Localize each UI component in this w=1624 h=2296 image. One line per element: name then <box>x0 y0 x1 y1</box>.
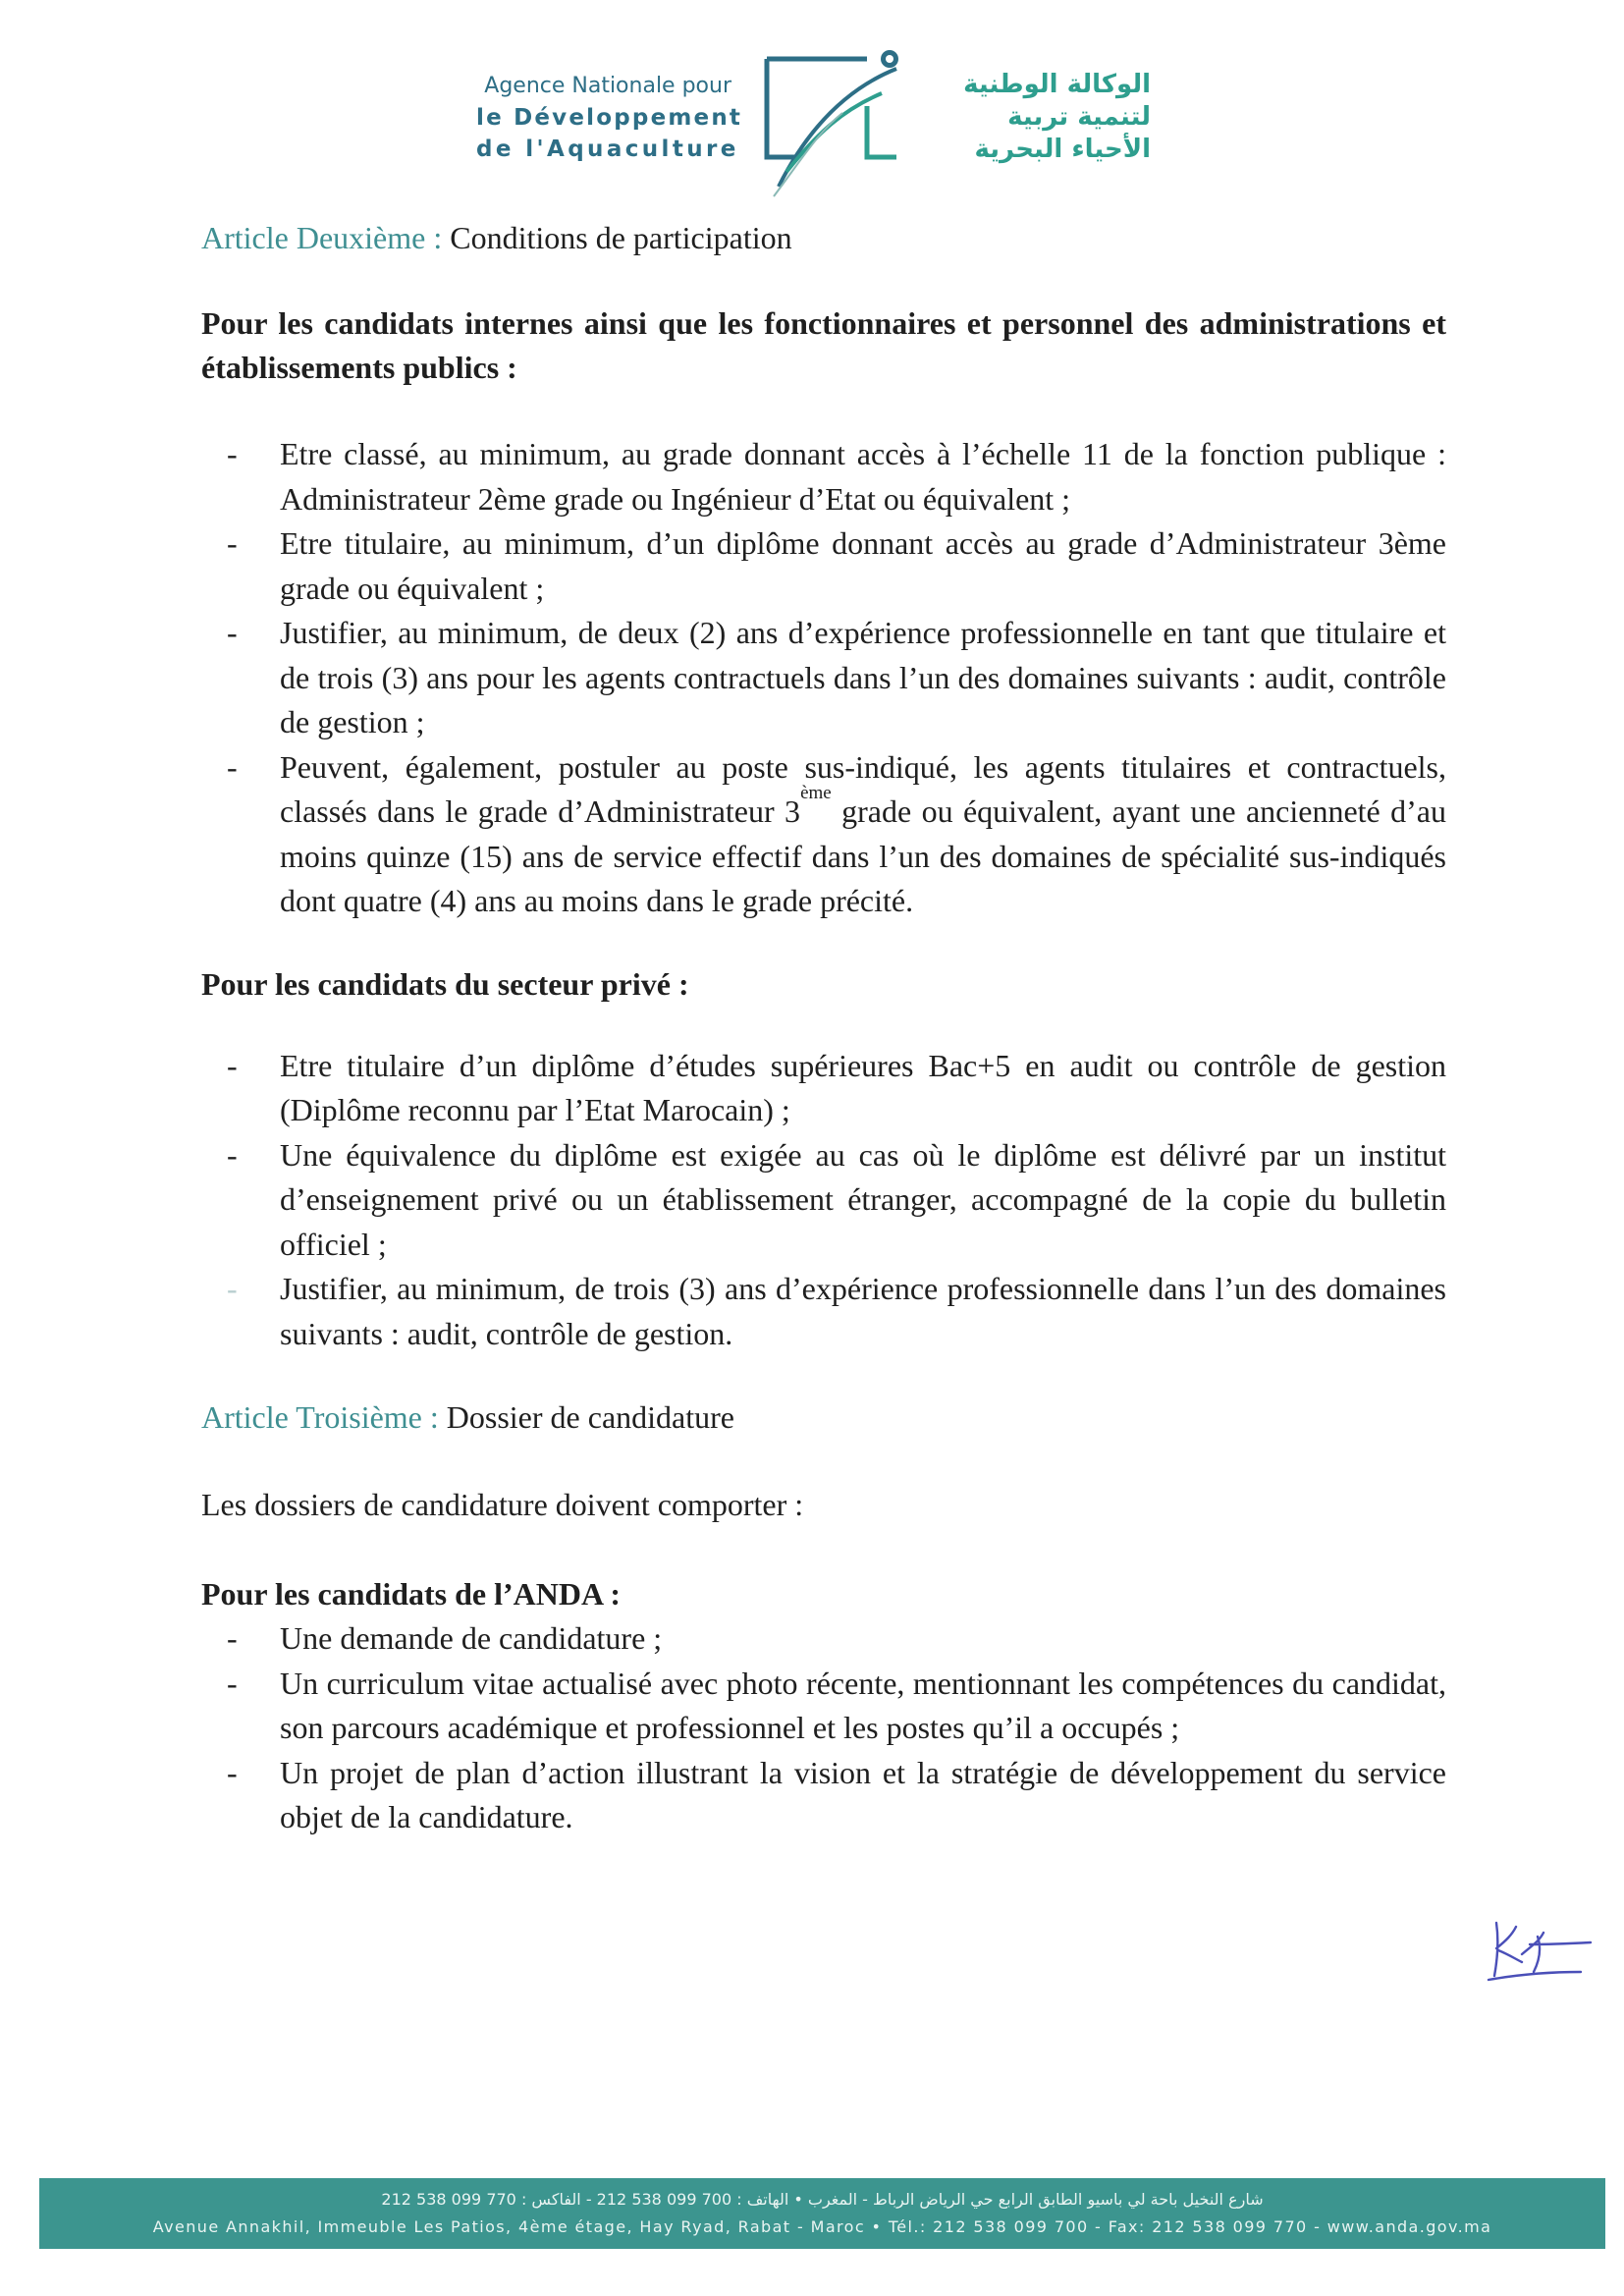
list-item: - Un curriculum vitae actualisé avec photo récente, mentionnant les compétences du candidat, son parcours académique et professionnel et les postes qu’il a occupés ; <box>201 1662 1446 1751</box>
article-3-heading <box>201 1395 1446 1440</box>
document-body <box>201 216 1446 1840</box>
list-item: - Justifier, au minimum, de trois (3) ans d’expérience professionnelle dans l’un des domaines suivants : audit, contrôle de gestion. <box>201 1267 1446 1356</box>
list-item <box>201 745 1446 924</box>
anda-candidates-heading: Pour les candidats de l’ANDA : <box>201 1576 621 1612</box>
private-candidates-heading: Pour les candidats du secteur privé : <box>201 965 689 1002</box>
list-item-text-b: grade ou équivalent, ayant une ancienneté d’au moins quinze (15) ans de service effectif dans l’un des domaines de spécialité sus-indiqués dont quatre (4) ans au moins dans le grade précité. <box>280 793 1447 918</box>
anda-logo <box>476 39 1154 196</box>
logo-text-arabic <box>915 69 1151 166</box>
anda-dossier-list <box>201 1616 1446 1840</box>
list-item: - Justifier, au minimum, de deux (2) ans d’expérience professionnelle en tant que titulaire et de trois (3) ans pour les agents contractuels dans l’un des domaines suivants : audit, contrôle de gestion ; <box>201 611 1446 745</box>
internal-candidates-heading: Pour les candidats internes ainsi que les fonctionnaires et personnel des administrations et établissements publics : <box>201 305 1446 385</box>
footer-arabic-address: شارع النخيل باحة لي باسيو الطابق الرابع حي الرياض الرباط - المغرب • الهاتف : 700 099 538 212 - الفاكس : 770 099 538 212 <box>381 2190 1264 2209</box>
logo-emblem-icon <box>749 39 916 201</box>
dossier-intro: Les dossiers de candidature doivent comporter : <box>201 1487 804 1522</box>
list-item: - Un projet de plan d’action illustrant la vision et la stratégie de développement du service objet de la candidature. <box>201 1751 1446 1840</box>
article-2-title: Conditions de participation <box>442 220 792 255</box>
logo-fr-line-3: de l'Aquaculture <box>476 137 739 162</box>
list-item: - Etre titulaire d’un diplôme d’études supérieures Bac+5 en audit ou contrôle de gestion (Diplôme reconnu par l’Etat Marocain) ; <box>201 1044 1446 1133</box>
footer-address-bar <box>39 2178 1605 2249</box>
article-2-heading <box>201 216 1446 260</box>
handwritten-signature <box>1483 1915 1600 1984</box>
logo-text-french <box>476 71 743 165</box>
article-3-label: Article Troisième : <box>201 1399 439 1435</box>
logo-ar-line-2: لتنمية تربية <box>1007 102 1151 132</box>
footer-french-address: Avenue Annakhil, Immeuble Les Patios, 4ème étage, Hay Ryad, Rabat - Maroc • Tél.: 212 538 099 700 - Fax: 212 538 099 770 - www.anda.gov.ma <box>152 2217 1492 2236</box>
article-2-label: Article Deuxième : <box>201 220 443 255</box>
list-item: - Etre titulaire, au minimum, d’un diplôme donnant accès au grade d’Administrateur 3ème grade ou équivalent ; <box>201 521 1446 611</box>
article-3-title: Dossier de candidature <box>438 1399 734 1435</box>
logo-ar-line-1: الوكالة الوطنية <box>963 70 1151 99</box>
logo-fr-line-1: Agence Nationale pour <box>484 74 731 98</box>
logo-fr-line-2: le Développement <box>476 105 743 131</box>
private-conditions-list <box>201 1044 1446 1357</box>
list-item-text-a: Peuvent, également, postuler au poste sus-indiqué, les agents titulaires et contractuels, classés dans le grade d’Administrateur 3 <box>280 748 1446 829</box>
superscript: ème <box>800 783 832 803</box>
logo-ar-line-3: الأحياء البحرية <box>974 135 1151 164</box>
list-item: - Etre classé, au minimum, au grade donnant accès à l’échelle 11 de la fonction publique : Administrateur 2ème grade ou Ingénieur d’Etat ou équivalent ; <box>201 432 1446 521</box>
internal-conditions-list <box>201 432 1446 924</box>
list-item: - Une demande de candidature ; <box>201 1616 1446 1662</box>
list-item: - Une équivalence du diplôme est exigée au cas où le diplôme est délivré par un institut d’enseignement privé ou un établissement étranger, accompagné de la copie du bulletin officiel ; <box>201 1133 1446 1268</box>
